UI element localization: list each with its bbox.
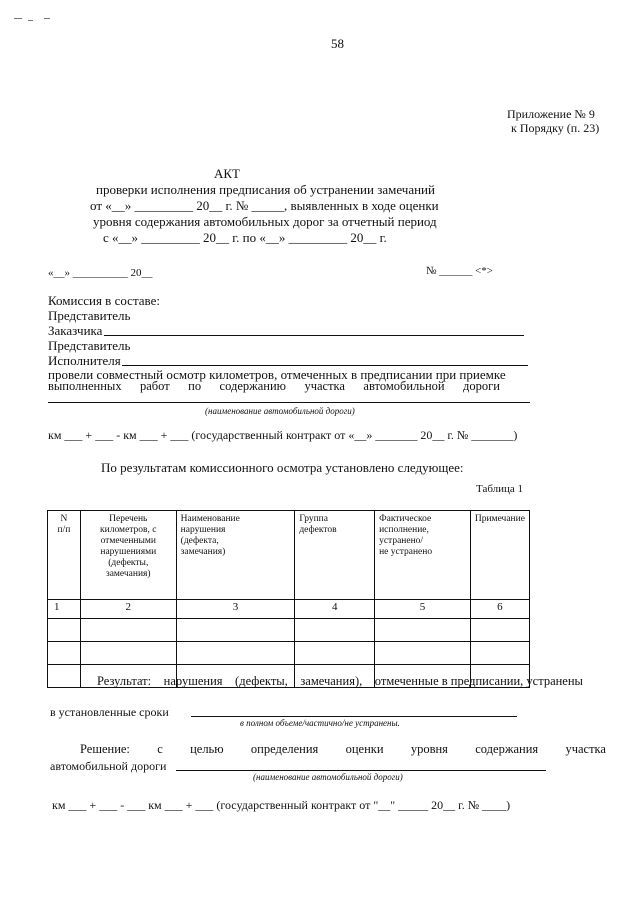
decision-line bbox=[80, 742, 606, 757]
word: определения bbox=[250, 742, 319, 756]
word: содержанию bbox=[219, 379, 287, 393]
word: выполненных bbox=[48, 379, 122, 393]
column-number: 4 bbox=[295, 600, 375, 619]
word: (дефекты, bbox=[235, 674, 288, 688]
column-header: Группа дефектов bbox=[295, 511, 375, 600]
inspection-table bbox=[47, 510, 530, 688]
column-number: 5 bbox=[375, 600, 471, 619]
column-header: Фактическое исполнение, устранено/ не устранено bbox=[375, 511, 471, 600]
title-line4: с «__» _________ 20__ г. по «__» _________ 20__ г. bbox=[103, 230, 387, 245]
road-name-underline bbox=[176, 770, 546, 771]
word: автомобильной bbox=[363, 379, 445, 393]
word: отмеченные в предписании, устранены bbox=[374, 674, 583, 688]
table-row bbox=[48, 619, 530, 642]
representative-label: Представитель bbox=[48, 308, 131, 323]
word: по bbox=[188, 379, 202, 393]
km-contract-line: км ___ + ___ - км ___ + ___ (государственный контракт от «__» _______ 20__ г. № _______) bbox=[48, 428, 518, 442]
km-contract-line: км ___ + ___ - ___ км ___ + ___ (государственный контракт от "__" _____ 20__ г. № ____) bbox=[52, 798, 511, 812]
column-header: Перечень километров, с отмеченными нарушениями (дефекты, замечания) bbox=[80, 511, 176, 600]
word: Решение: bbox=[80, 742, 130, 756]
date-field: «__» __________ 20__ bbox=[48, 267, 153, 279]
document-title: АКТ bbox=[214, 166, 240, 181]
table-row bbox=[48, 642, 530, 665]
executor-label: Исполнителя bbox=[48, 353, 121, 368]
column-header: N п/п bbox=[48, 511, 81, 600]
word: участка bbox=[565, 742, 606, 756]
title-line3: уровня содержания автомобильных дорог за отчетный период bbox=[93, 214, 437, 229]
word: Результат: bbox=[97, 674, 152, 688]
column-number: 2 bbox=[80, 600, 176, 619]
title-line2: от «__» _________ 20__ г. № _____, выявленных в ходе оценки bbox=[90, 198, 439, 213]
word: дороги bbox=[463, 379, 500, 393]
road-name-caption: (наименование автомобильной дороги) bbox=[205, 406, 355, 416]
commission-header: Комиссия в составе: bbox=[48, 293, 160, 308]
column-number: 1 bbox=[48, 600, 81, 619]
appendix-line2: к Порядку (п. 23) bbox=[511, 121, 600, 135]
table-number-row bbox=[48, 600, 530, 619]
results-intro: По результатам комиссионного осмотра установлено следующее: bbox=[101, 460, 464, 475]
road-label: автомобильной дороги bbox=[50, 759, 167, 773]
column-number: 3 bbox=[176, 600, 295, 619]
number-field: № ______ <*> bbox=[426, 265, 493, 277]
scan-artifact bbox=[44, 18, 50, 19]
word: работ bbox=[140, 379, 170, 393]
road-name-caption: (наименование автомобильной дороги) bbox=[253, 772, 403, 782]
column-number: 6 bbox=[470, 600, 529, 619]
word: участка bbox=[304, 379, 345, 393]
conducted-text: провели совместный осмотр километров, отмеченных в предписании при приемке bbox=[48, 367, 506, 382]
word: содержания bbox=[475, 742, 539, 756]
column-header: Наименование нарушения (дефекта, замечания) bbox=[176, 511, 295, 600]
representative-label: Представитель bbox=[48, 338, 131, 353]
status-caption: в полном объеме/частично/не устранены. bbox=[240, 718, 400, 728]
customer-label: Заказчика bbox=[48, 323, 103, 338]
word: замечания), bbox=[300, 674, 363, 688]
word: целью bbox=[190, 742, 224, 756]
appendix-line1: Приложение № 9 bbox=[507, 107, 595, 121]
page-number: 58 bbox=[331, 36, 344, 51]
customer-underline bbox=[104, 335, 524, 336]
title-line1: проверки исполнения предписания об устранении замечаний bbox=[96, 182, 435, 197]
scan-artifact bbox=[14, 18, 22, 19]
word: с bbox=[157, 742, 163, 756]
executor-underline bbox=[122, 365, 528, 366]
table-header-row bbox=[48, 511, 530, 600]
word: нарушения bbox=[163, 674, 223, 688]
column-header: Примечание bbox=[470, 511, 529, 600]
work-description-line bbox=[48, 379, 500, 394]
word: оценки bbox=[345, 742, 384, 756]
road-name-underline bbox=[48, 402, 530, 403]
result-line bbox=[97, 674, 583, 689]
table-label: Таблица 1 bbox=[476, 483, 524, 495]
status-underline bbox=[191, 716, 517, 717]
word: уровня bbox=[410, 742, 448, 756]
scan-artifact bbox=[28, 20, 33, 21]
deadline-label: в установленные сроки bbox=[50, 705, 169, 719]
